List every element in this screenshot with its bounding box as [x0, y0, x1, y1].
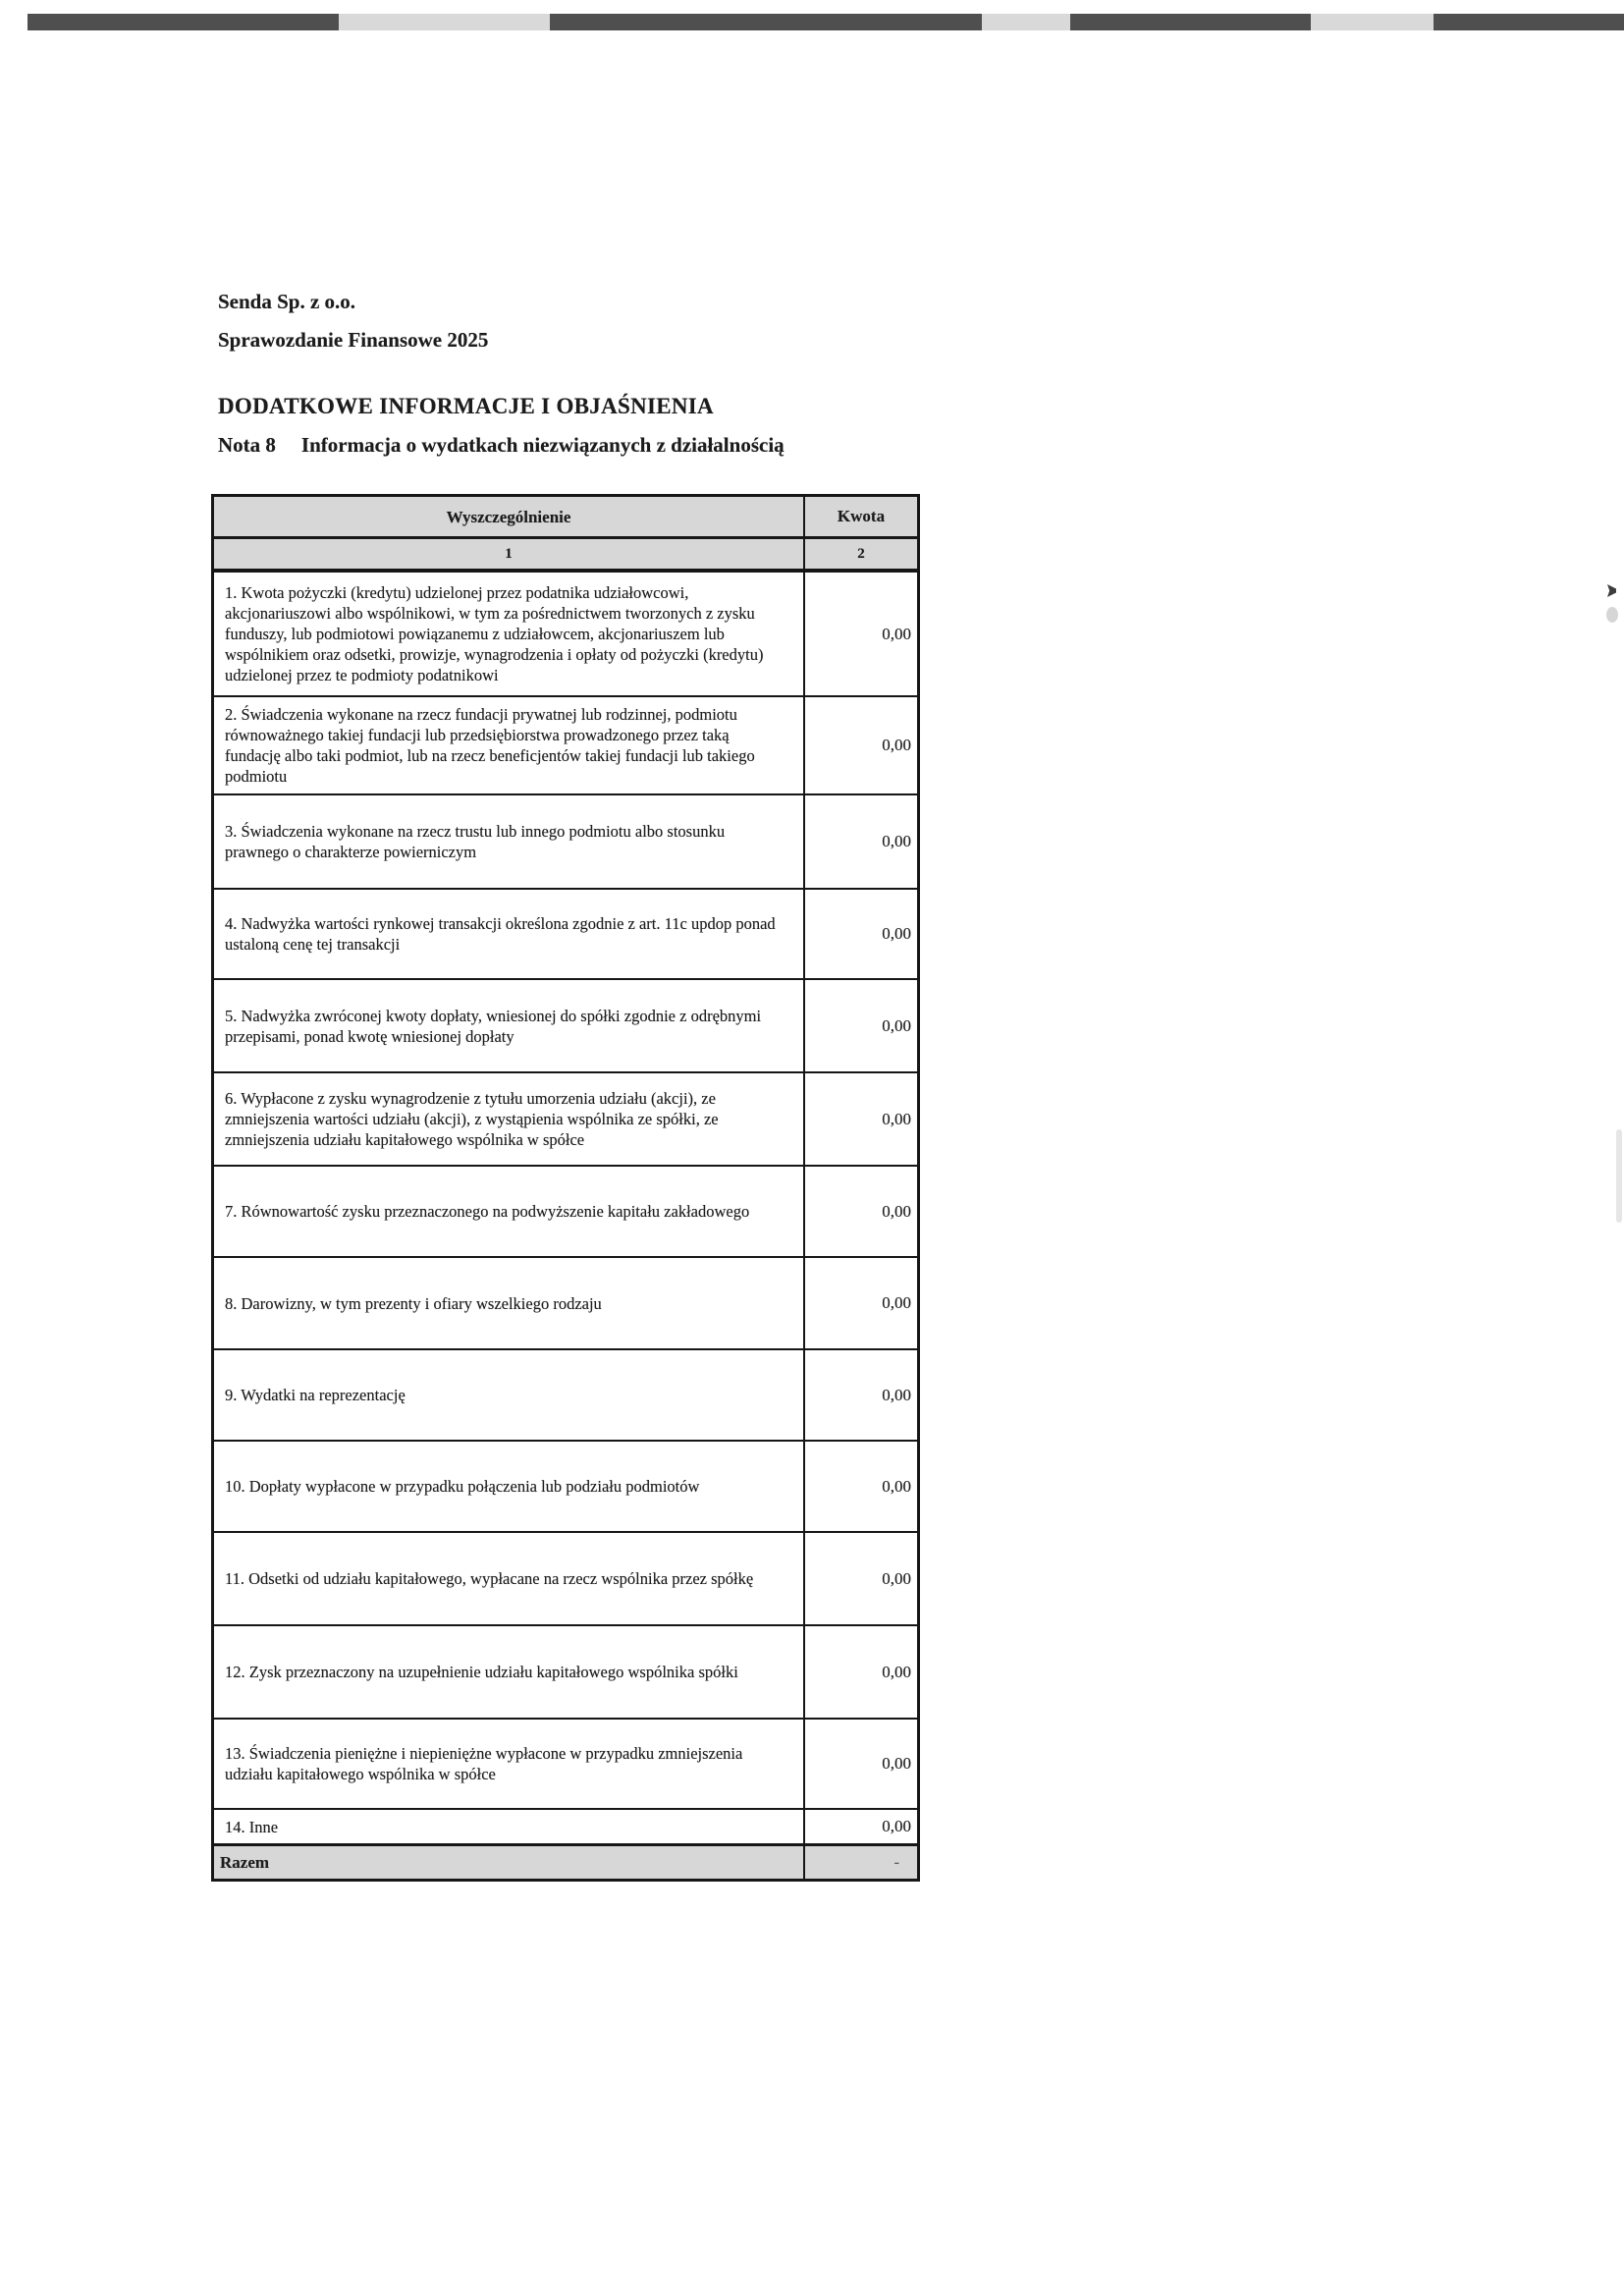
table-index-row: [214, 536, 917, 569]
note-title: Informacja o wydatkach niezwiązanych z działalnością: [300, 433, 785, 457]
scan-artifact-bar: [550, 14, 982, 30]
scan-artifact-bar: [339, 14, 550, 30]
row-value: 0,00: [803, 890, 917, 978]
row-label: 6. Wypłacone z zysku wynagrodzenie z tytułu umorzenia udziału (akcji), ze zmniejszenia wartości udziału (akcji), z wystąpienia wspólnika ze spółki, ze zmniejszenia udziału kapitałowego wspólnika w spółce: [225, 1089, 719, 1149]
total-label: Razem: [220, 1853, 270, 1872]
expenses-table: [211, 494, 920, 1882]
row-label: 9. Wydatki na reprezentację: [225, 1386, 406, 1404]
row-label: 14. Inne: [225, 1817, 279, 1836]
table-row: [214, 1440, 917, 1531]
row-value: 0,00: [803, 1720, 917, 1808]
table-row: [214, 793, 917, 888]
row-label: 5. Nadwyżka zwróconej kwoty dopłaty, wniesionej do spółki zgodnie z odrębnymi przepisami, ponad kwotę wniesionej dopłaty: [225, 1006, 762, 1046]
scan-artifact-bar: [27, 14, 339, 30]
table-row: [214, 888, 917, 978]
row-value: 0,00: [803, 1626, 917, 1718]
table-row: [214, 1531, 917, 1624]
table-row: [214, 978, 917, 1071]
note-label: Nota 8: [218, 433, 276, 457]
table-row: [214, 1808, 917, 1843]
total-row: [214, 1843, 917, 1879]
row-label: 10. Dopłaty wypłacone w przypadku połączenia lub podziału podmiotów: [225, 1477, 700, 1496]
row-value: 0,00: [803, 1810, 917, 1843]
row-value: 0,00: [803, 980, 917, 1071]
report-title: Sprawozdanie Finansowe 2025: [218, 328, 489, 352]
table-header-row: [214, 497, 917, 536]
row-label: 4. Nadwyżka wartości rynkowej transakcji określona zgodnie z art. 11c updop ponad ustaloną cenę tej transakcji: [225, 914, 776, 954]
row-value: 0,00: [803, 1258, 917, 1348]
row-label: 11. Odsetki od udziału kapitałowego, wypłacane na rzecz wspólnika przez spółkę: [225, 1569, 754, 1588]
row-value: 0,00: [803, 573, 917, 695]
section-heading: DODATKOWE INFORMACJE I OBJAŚNIENIA: [218, 394, 714, 418]
row-value: 0,00: [803, 795, 917, 888]
company-name: Senda Sp. z o.o.: [218, 290, 356, 313]
column-header-amount: Kwota: [803, 497, 917, 536]
table-row: [214, 1348, 917, 1440]
row-value: 0,00: [803, 697, 917, 793]
table-row: [214, 1071, 917, 1165]
row-value: 0,00: [803, 1533, 917, 1624]
scan-artifact-smudge: [1606, 607, 1618, 623]
table-row: [214, 1718, 917, 1808]
scan-artifact-bar: [1070, 14, 1311, 30]
column-index-2: 2: [803, 539, 917, 569]
note-heading: [218, 433, 785, 458]
row-label: 8. Darowizny, w tym prezenty i ofiary wszelkiego rodzaju: [225, 1293, 602, 1313]
row-label: 1. Kwota pożyczki (kredytu) udzielonej przez podatnika udziałowcowi, akcjonariuszowi albo wspólnikowi, w tym za pośrednictwem tworzonych z zysku funduszy, lub podmiotowi powiązanemu z udziałowcem, akcjonariuszem lub wspólnikiem oraz odsetki, prowizje, wynagrodzenia i opłaty od pożyczki (kredytu) udzielonej przez te podmioty podatnikowi: [225, 583, 764, 684]
scan-artifact-bar: [1311, 14, 1434, 30]
row-label: 3. Świadczenia wykonane na rzecz trustu lub innego podmiotu albo stosunku prawnego o charakterze powierniczym: [225, 822, 726, 861]
scan-artifact-bar: [982, 14, 1070, 30]
column-header-specification: Wyszczególnienie: [446, 507, 571, 526]
total-value: -: [803, 1846, 917, 1879]
row-label: 12. Zysk przeznaczony na uzupełnienie udziału kapitałowego wspólnika spółki: [225, 1663, 738, 1681]
scan-artifact-mark: [1607, 584, 1616, 597]
table-row: [214, 1624, 917, 1718]
scan-artifact-streak: [1616, 1129, 1622, 1223]
row-value: 0,00: [803, 1167, 917, 1256]
column-index-1: 1: [505, 545, 513, 562]
row-value: 0,00: [803, 1073, 917, 1165]
table-row: [214, 695, 917, 793]
row-value: 0,00: [803, 1442, 917, 1531]
row-label: 7. Równowartość zysku przeznaczonego na podwyższenie kapitału zakładowego: [225, 1202, 750, 1221]
scan-artifact-bar: [1434, 14, 1624, 30]
table-row: [214, 1165, 917, 1256]
row-label: 2. Świadczenia wykonane na rzecz fundacji prywatnej lub rodzinnej, podmiotu równoważnego takiej fundacji lub przedsiębiorstwa prowadzonego przez taką fundację albo taki podmiot, lub na rzecz beneficjentów takiej fundacji lub takiego podmiotu: [225, 705, 755, 786]
table-row: [214, 1256, 917, 1348]
table-row: [214, 569, 917, 695]
row-value: 0,00: [803, 1350, 917, 1440]
row-label: 13. Świadczenia pieniężne i niepieniężne wypłacone w przypadku zmniejszenia udziału kapitałowego wspólnika w spółce: [225, 1744, 743, 1783]
